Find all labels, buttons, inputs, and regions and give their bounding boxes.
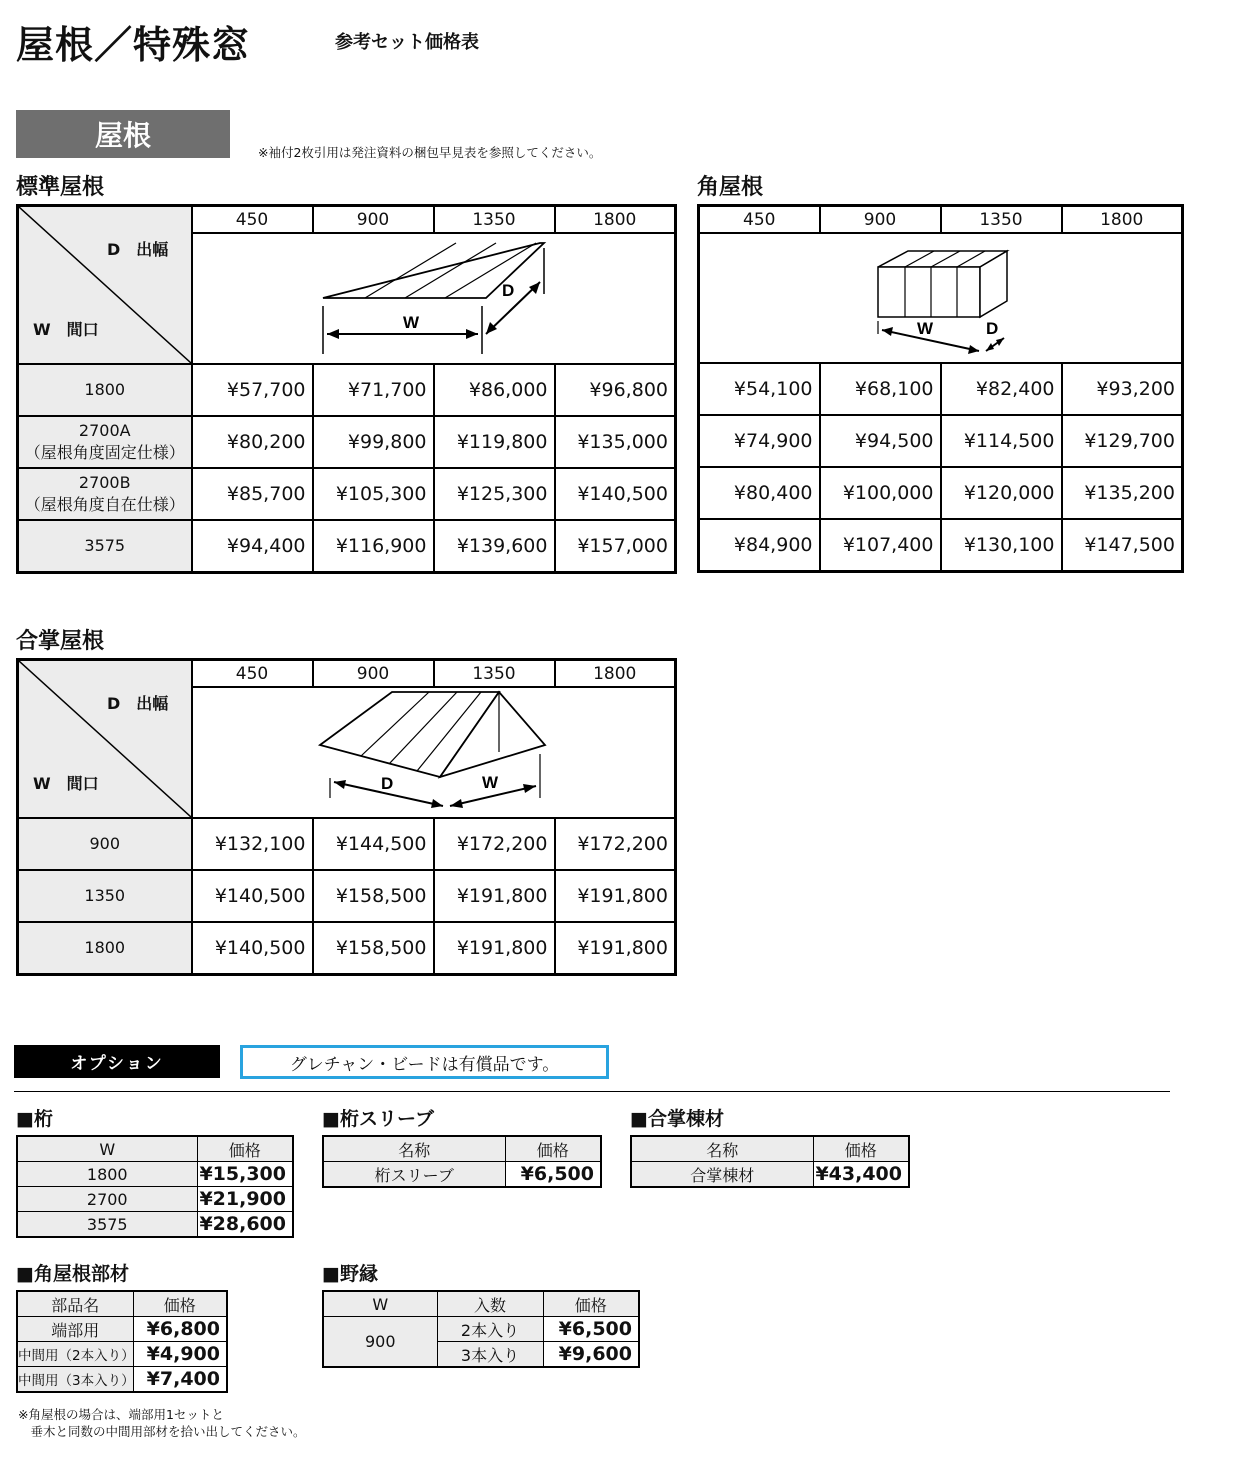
column-header: 1350 bbox=[434, 660, 555, 688]
column-header: 価格 bbox=[133, 1291, 227, 1317]
price-cell: ¥144,500 bbox=[313, 818, 434, 870]
d-depth-label: D 出幅 bbox=[107, 694, 169, 713]
price-cell: ¥191,800 bbox=[434, 922, 555, 975]
price-cell: ¥54,100 bbox=[699, 363, 820, 415]
w-dimension-label: W bbox=[402, 313, 419, 333]
price-cell: ¥82,400 bbox=[941, 363, 1062, 415]
price-cell: ¥100,000 bbox=[820, 467, 941, 519]
row-label: 3575 bbox=[17, 1212, 197, 1238]
keta-sleeve-table bbox=[322, 1135, 602, 1188]
row-label: 端部用 bbox=[17, 1317, 133, 1342]
column-header: 価格 bbox=[543, 1291, 639, 1317]
keta-sleeve-title: ■桁スリーブ bbox=[322, 1108, 435, 1130]
square-parts-table bbox=[16, 1290, 228, 1393]
gassho-roof-title: 合掌屋根 bbox=[16, 629, 105, 654]
price-cell: ¥80,200 bbox=[192, 416, 313, 468]
category-label: 屋根 bbox=[16, 110, 230, 158]
price-cell: ¥71,700 bbox=[313, 364, 434, 416]
price-cell: ¥94,400 bbox=[192, 520, 313, 573]
diagonal-header-cell bbox=[18, 660, 192, 819]
price-cell: ¥57,700 bbox=[192, 364, 313, 416]
gassho-ridge-title: ■合掌棟材 bbox=[630, 1108, 724, 1130]
diagonal-header-cell bbox=[18, 206, 192, 365]
price-cell: ¥86,000 bbox=[434, 364, 555, 416]
footnote-line: 垂木と同数の中間用部材を拾い出してください。 bbox=[18, 1423, 306, 1439]
gassho-roof-diagram bbox=[192, 687, 676, 818]
row-label: 900 bbox=[323, 1317, 437, 1368]
square-roof-title: 角屋根 bbox=[697, 175, 764, 200]
price-cell: ¥85,700 bbox=[192, 468, 313, 520]
price-cell: ¥132,100 bbox=[192, 818, 313, 870]
price-cell: ¥114,500 bbox=[941, 415, 1062, 467]
row-label: 900 bbox=[18, 818, 192, 870]
w-width-label: W 間口 bbox=[33, 320, 99, 339]
column-header: 入数 bbox=[437, 1291, 543, 1317]
price-cell: ¥28,600 bbox=[197, 1212, 293, 1238]
column-header: 1800 bbox=[555, 206, 676, 234]
square-roof-illustration bbox=[700, 234, 1180, 362]
price-cell: ¥147,500 bbox=[1062, 519, 1183, 572]
price-cell: ¥129,700 bbox=[1062, 415, 1183, 467]
price-cell: ¥172,200 bbox=[434, 818, 555, 870]
row-label: 桁スリーブ bbox=[323, 1162, 505, 1188]
price-cell: ¥94,500 bbox=[820, 415, 941, 467]
column-header: 1350 bbox=[434, 206, 555, 234]
price-cell: ¥74,900 bbox=[699, 415, 820, 467]
row-label: 1350 bbox=[18, 870, 192, 922]
price-cell: ¥158,500 bbox=[313, 870, 434, 922]
price-cell: ¥6,800 bbox=[133, 1317, 227, 1342]
price-cell: ¥140,500 bbox=[192, 922, 313, 975]
quantity-cell: 3本入り bbox=[437, 1342, 543, 1368]
price-cell: ¥105,300 bbox=[313, 468, 434, 520]
row-label: 2700A （屋根角度固定仕様） bbox=[18, 416, 192, 468]
price-cell: ¥21,900 bbox=[197, 1187, 293, 1212]
column-header: 部品名 bbox=[17, 1291, 133, 1317]
price-cell: ¥191,800 bbox=[555, 922, 676, 975]
column-header: 価格 bbox=[813, 1136, 909, 1162]
row-label: 1800 bbox=[18, 364, 192, 416]
column-header: 900 bbox=[313, 660, 434, 688]
price-cell: ¥6,500 bbox=[505, 1162, 601, 1188]
d-depth-label: D 出幅 bbox=[107, 240, 169, 259]
price-cell: ¥43,400 bbox=[813, 1162, 909, 1188]
column-header: 名称 bbox=[323, 1136, 505, 1162]
price-cell: ¥191,800 bbox=[555, 870, 676, 922]
column-header: 名称 bbox=[631, 1136, 813, 1162]
price-cell: ¥84,900 bbox=[699, 519, 820, 572]
w-width-label: W 間口 bbox=[33, 774, 99, 793]
gassho-roof-table bbox=[16, 658, 677, 976]
nobuchi-title: ■野縁 bbox=[322, 1263, 378, 1285]
gassho-roof-illustration bbox=[193, 688, 673, 816]
column-header: 450 bbox=[192, 206, 313, 234]
top-note: ※袖付2枚引用は発注資料の梱包早見表を参照してください。 bbox=[258, 145, 602, 160]
price-cell: ¥120,000 bbox=[941, 467, 1062, 519]
price-cell: ¥99,800 bbox=[313, 416, 434, 468]
price-cell: ¥96,800 bbox=[555, 364, 676, 416]
keta-table bbox=[16, 1135, 294, 1238]
price-cell: ¥140,500 bbox=[192, 870, 313, 922]
square-parts-title: ■角屋根部材 bbox=[16, 1263, 129, 1285]
price-cell: ¥9,600 bbox=[543, 1342, 639, 1368]
standard-roof-table bbox=[16, 204, 677, 574]
d-dimension-label: D bbox=[380, 774, 393, 794]
standard-roof-illustration bbox=[193, 234, 673, 362]
column-header: 1350 bbox=[941, 206, 1062, 234]
price-cell: ¥116,900 bbox=[313, 520, 434, 573]
price-cell: ¥68,100 bbox=[820, 363, 941, 415]
footnote bbox=[18, 1407, 306, 1441]
price-cell: ¥191,800 bbox=[434, 870, 555, 922]
w-dimension-label: W bbox=[481, 773, 498, 793]
row-label: 3575 bbox=[18, 520, 192, 573]
column-header: 450 bbox=[192, 660, 313, 688]
price-cell: ¥135,200 bbox=[1062, 467, 1183, 519]
row-label: 1800 bbox=[17, 1162, 197, 1187]
d-dimension-label: D bbox=[501, 281, 514, 301]
row-label: 中間用（3本入り） bbox=[17, 1367, 133, 1393]
column-header: 価格 bbox=[197, 1136, 293, 1162]
price-cell: ¥157,000 bbox=[555, 520, 676, 573]
price-cell: ¥6,500 bbox=[543, 1317, 639, 1342]
quantity-cell: 2本入り bbox=[437, 1317, 543, 1342]
keta-title: ■桁 bbox=[16, 1108, 53, 1130]
square-roof-diagram bbox=[699, 233, 1183, 363]
divider bbox=[14, 1091, 1170, 1092]
column-header: 900 bbox=[313, 206, 434, 234]
price-cell: ¥140,500 bbox=[555, 468, 676, 520]
column-header: W bbox=[17, 1136, 197, 1162]
price-cell: ¥125,300 bbox=[434, 468, 555, 520]
price-cell: ¥130,100 bbox=[941, 519, 1062, 572]
standard-roof-title: 標準屋根 bbox=[16, 175, 105, 200]
square-roof-table bbox=[697, 204, 1184, 573]
row-label: 2700 bbox=[17, 1187, 197, 1212]
options-note: グレチャン・ビードは有償品です。 bbox=[240, 1045, 609, 1079]
standard-roof-diagram bbox=[192, 233, 676, 364]
price-cell: ¥80,400 bbox=[699, 467, 820, 519]
page-title: 屋根／特殊窓 bbox=[16, 23, 251, 67]
price-cell: ¥139,600 bbox=[434, 520, 555, 573]
row-label: 中間用（2本入り） bbox=[17, 1342, 133, 1367]
price-cell: ¥15,300 bbox=[197, 1162, 293, 1187]
column-header: 価格 bbox=[505, 1136, 601, 1162]
w-dimension-label: W bbox=[917, 319, 934, 338]
column-header: W bbox=[323, 1291, 437, 1317]
row-label: 1800 bbox=[18, 922, 192, 975]
column-header: 1800 bbox=[1062, 206, 1183, 234]
price-cell: ¥119,800 bbox=[434, 416, 555, 468]
d-dimension-label: D bbox=[986, 319, 999, 338]
price-cell: ¥107,400 bbox=[820, 519, 941, 572]
page-subtitle: 参考セット価格表 bbox=[335, 32, 479, 53]
column-header: 450 bbox=[699, 206, 820, 234]
gassho-ridge-table bbox=[630, 1135, 910, 1188]
price-cell: ¥4,900 bbox=[133, 1342, 227, 1367]
row-label: 2700B （屋根角度自在仕様） bbox=[18, 468, 192, 520]
price-cell: ¥135,000 bbox=[555, 416, 676, 468]
footnote-line: ※角屋根の場合は、端部用1セットと bbox=[18, 1407, 224, 1422]
options-label: オプション bbox=[14, 1045, 220, 1078]
price-cell: ¥158,500 bbox=[313, 922, 434, 975]
row-label: 合掌棟材 bbox=[631, 1162, 813, 1188]
price-cell: ¥7,400 bbox=[133, 1367, 227, 1393]
price-cell: ¥172,200 bbox=[555, 818, 676, 870]
price-cell: ¥93,200 bbox=[1062, 363, 1183, 415]
column-header: 1800 bbox=[555, 660, 676, 688]
nobuchi-table bbox=[322, 1290, 640, 1368]
column-header: 900 bbox=[820, 206, 941, 234]
